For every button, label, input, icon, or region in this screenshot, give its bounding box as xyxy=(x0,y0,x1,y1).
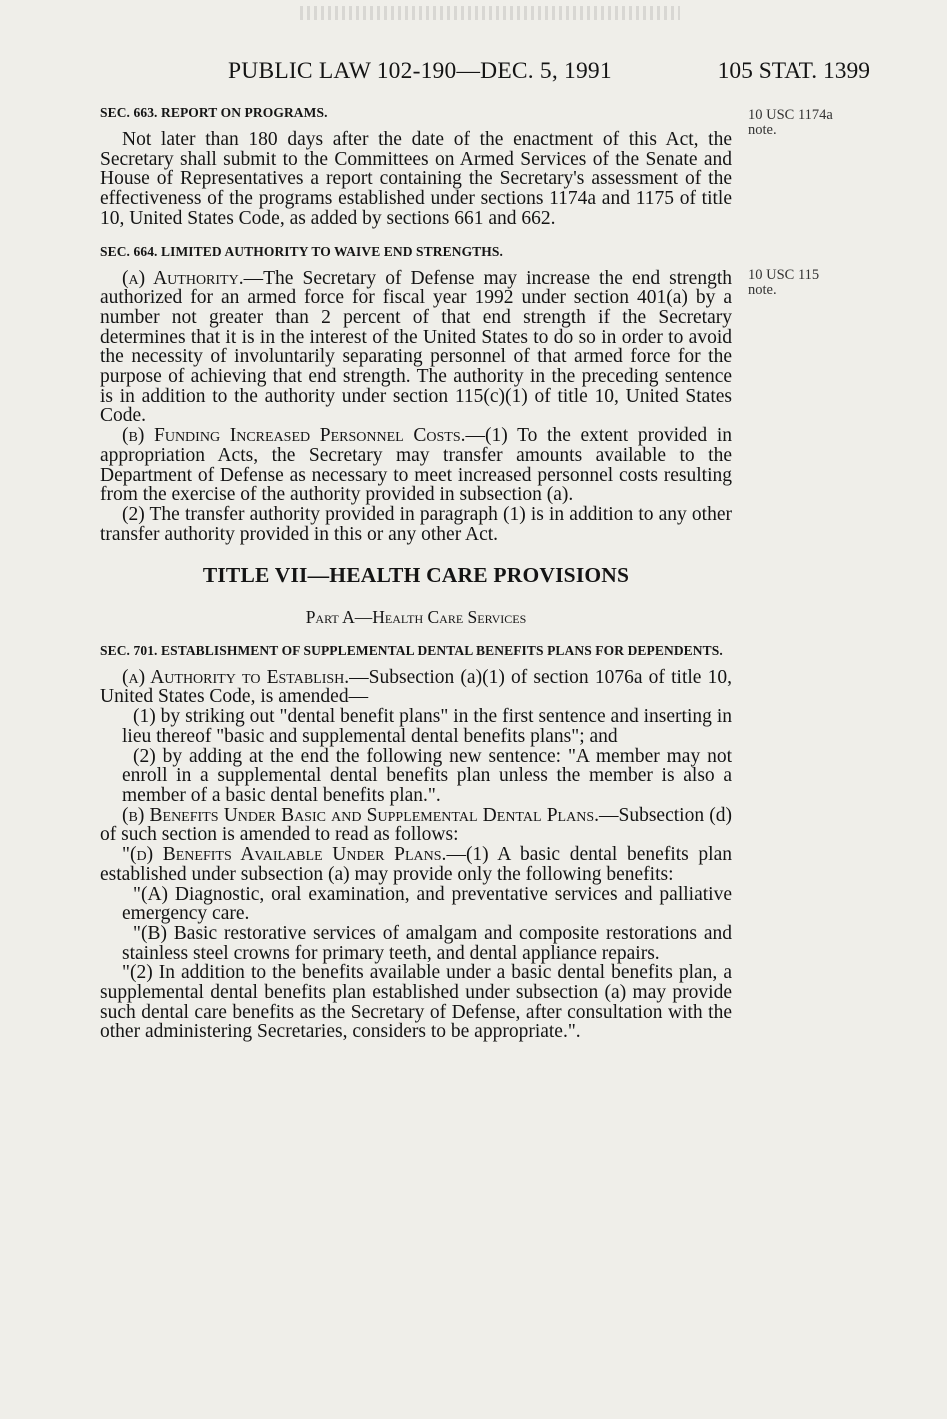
sec-701-d-item-b: "(B) Basic restorative services of amalgam and composite restorations and stainless steel crowns for primary teeth, and dental appliance repairs. xyxy=(122,922,732,964)
sec-701-d-text: —(1) A basic dental benefits plan established under subsection (a) may provide only the following benefits: xyxy=(100,844,732,885)
scan-artifact xyxy=(300,6,680,20)
main-text xyxy=(100,104,732,1042)
sec-664-b-text: —(1) To the extent provided in appropriation Acts, the Secretary may transfer amounts available to the Department of Defense as necessary to meet increased personnel costs resulting from the exercise of the authority provided in subsection (a). xyxy=(100,425,732,506)
sec-664-subsection-b xyxy=(100,426,732,505)
sec-701-d-item-a: "(A) Diagnostic, oral examination, and preventative services and palliative emergency care. xyxy=(122,883,732,925)
sec-701-b-text: —Subsection (d) of such section is amended to read as follows: xyxy=(100,804,732,846)
margin-note-1-line2: note. xyxy=(748,122,777,138)
sec-663-heading: SEC. 663. REPORT ON PROGRAMS. xyxy=(100,105,328,120)
part-a-heading: Part A—Health Care Services xyxy=(305,607,527,628)
sec-701-a-label: (a) Authority to Establish. xyxy=(122,666,350,688)
margin-note-2-line2: note. xyxy=(748,282,777,298)
margin-note-1-line1: 10 USC 1174a xyxy=(748,107,833,123)
page-header xyxy=(100,58,870,92)
sec-701-subsection-a xyxy=(100,668,732,707)
sec-664-b-label: (b) Funding Increased Personnel Costs. xyxy=(122,425,466,447)
sec-701-a-paragraph-1: (1) by striking out "dental benefit plans" in the first sentence and inserting in lieu thereof "basic and supplemental dental benefits plans"; and xyxy=(122,706,732,747)
sec-701-a-text: —Subsection (a)(1) of section 1076a of title 10, United States Code, is amended— xyxy=(100,666,732,708)
header-stat-page: 105 STAT. 1399 xyxy=(717,58,870,84)
header-title: PUBLIC LAW 102-190—DEC. 5, 1991 xyxy=(228,58,612,84)
sec-664-a-label: (a) Authority. xyxy=(122,267,244,289)
margin-note-2 xyxy=(748,268,819,298)
sec-663-body: Not later than 180 days after the date of the enactment of this Act, the Secretary shall submit to the Committees on Armed Services of the Senate and House of Representatives a report containing the Secretary's assessment of the effectiveness of the programs established under sections 1174a and 1175 of title 10, United States Code, as added by sections 661 and 662. xyxy=(100,129,732,229)
sec-664-heading: SEC. 664. LIMITED AUTHORITY TO WAIVE END STRENGTHS. xyxy=(100,243,503,259)
sec-701-b-label: (b) Benefits Under Basic and Supplemental Dental Plans. xyxy=(122,804,599,826)
sec-664-a-text: —The Secretary of Defense may increase the end strength authorized for an armed force for fiscal year 1992 under section 401(a) by a number not greater than 2 percent of that end strength if the Secretary determines that it is in the interest of the United States to do so in order to avoid the necessity of involuntarily separating personnel of that armed force for the purpose of achieving that end strength. The authority in the preceding sentence is in addition to the authority under section 115(c)(1) of title 10, United States Code. xyxy=(100,267,732,427)
margin-note-2-line1: 10 USC 115 xyxy=(748,267,820,283)
sec-664-b-paragraph-2: (2) The transfer authority provided in paragraph (1) is in addition to any other transfer authority provided in this or any other Act. xyxy=(100,503,732,545)
sec-701-d-label: "(d) Benefits Available Under Plans. xyxy=(122,844,447,866)
margin-note-1 xyxy=(748,108,833,138)
sec-701-heading: SEC. 701. ESTABLISHMENT OF SUPPLEMENTAL DENTAL BENEFITS PLANS FOR DEPENDENTS. xyxy=(100,642,723,658)
sec-701-d-paragraph-2: "(2) In addition to the benefits available under a basic dental benefits plan, a supplemental dental benefits plan established under subsection (a) may provide such dental care benefits as the Secretary of Defense, after consultation with the other administering Secretaries, considers to be appropriate.". xyxy=(100,962,732,1043)
sec-701-subsection-b xyxy=(100,806,732,845)
title-vii-heading: TITLE VII—HEALTH CARE PROVISIONS xyxy=(202,563,630,588)
sec-701-subsection-d xyxy=(100,845,732,884)
sec-664-subsection-a xyxy=(100,269,732,427)
sec-701-a-paragraph-2: (2) by adding at the end the following new sentence: "A member may not enroll in a supplemental dental benefits plan unless the member is also a member of a basic dental benefits plan.". xyxy=(122,745,732,806)
